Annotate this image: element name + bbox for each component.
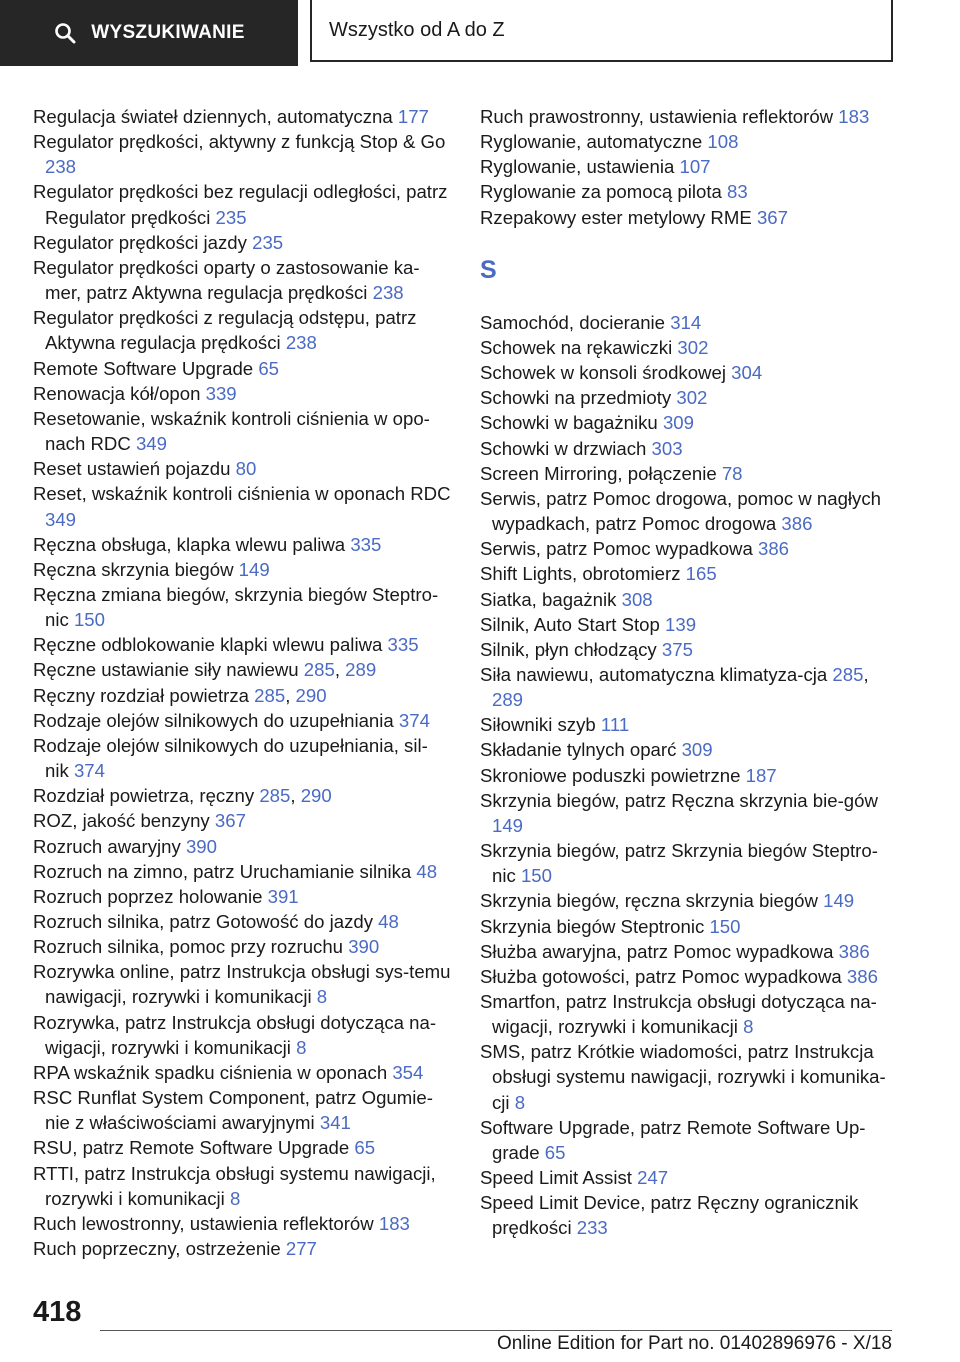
index-entry-term: Składanie tylnych oparć [480, 739, 677, 761]
page-reference-link[interactable]: 111 [600, 714, 630, 736]
page-reference-link[interactable]: 308 [621, 588, 653, 610]
index-entry-term: Służba awaryjna, patrz Pomoc wypadkowa [480, 940, 834, 962]
index-entry-term: Serwis, patrz Pomoc drogowa, pomoc w nagłych wypadkach, patrz Pomoc drogowa [480, 487, 881, 535]
index-entry [480, 1115, 900, 1165]
page-reference-link[interactable]: 335 [350, 533, 382, 555]
index-entry-term: Ręczne ustawianie siły nawiewu [33, 659, 299, 681]
page-reference-link[interactable]: 285 [259, 785, 291, 807]
page-reference-link[interactable]: 390 [348, 936, 380, 958]
index-entry-term: Rozdział powietrza, ręczny [33, 785, 255, 807]
index-entry-term: Remote Software Upgrade [33, 357, 254, 379]
page-reference-link[interactable]: 386 [838, 940, 870, 962]
index-entry-term: Ręczna skrzynia biegów [33, 558, 234, 580]
index-entry-term: Speed Limit Device, patrz Ręczny ogranicznik prędkości [480, 1192, 859, 1239]
page-reference-link[interactable]: 8 [743, 1016, 754, 1038]
index-entry [33, 1211, 451, 1236]
page-reference-link[interactable]: 8 [296, 1036, 307, 1058]
index-entry: Ręczne ustawianie siły nawiewu 285, 289 [33, 659, 377, 681]
index-entry-term: Software Upgrade, patrz Remote Software Up-grade [480, 1116, 866, 1163]
page-reference-link[interactable]: 367 [214, 810, 246, 832]
page-reference-link[interactable]: 289 [345, 659, 377, 681]
index-entry [33, 179, 451, 229]
page-reference-link[interactable]: 149 [823, 890, 855, 912]
index-entry [33, 381, 451, 406]
index-entry [33, 104, 451, 129]
index-entry-term: Ręczne odblokowanie klapki wlewu paliwa [33, 634, 383, 656]
index-entry: Rozdział powietrza, ręczny 285, 290 [33, 785, 332, 807]
page-reference-link[interactable]: 150 [709, 915, 741, 937]
index-entry: Siła nawiewu, automatyczna klimatyza-cja 285, 289 [480, 663, 869, 711]
index-entry-term: Regulacja świateł dziennych, automatyczna [33, 106, 393, 127]
index-entry: Ręczny rozdział powietrza 285, 290 [33, 684, 327, 706]
index-entry [480, 205, 900, 230]
index-entry [33, 1236, 451, 1261]
index-entry [33, 230, 451, 255]
index-entry [480, 129, 900, 154]
page-reference-link[interactable]: 8 [514, 1091, 526, 1113]
index-entry-term: Reset ustawień pojazdu [33, 458, 231, 480]
index-entry [480, 154, 900, 179]
index-entry [33, 1010, 451, 1060]
index-entry-term: ROZ, jakość benzyny [33, 810, 210, 832]
index-entry-term: Ryglowanie za pomocą pilota [480, 181, 722, 203]
page-reference-link[interactable]: 303 [651, 437, 683, 459]
index-entry [33, 909, 451, 934]
page-reference-link[interactable]: 233 [576, 1217, 608, 1239]
edition-footer: Online Edition for Part no. 01402896976 - X/18 [496, 1333, 892, 1354]
index-entry [33, 1161, 451, 1211]
index-entry [480, 410, 900, 435]
index-column-left [33, 104, 451, 1261]
page-reference-link[interactable]: 302 [677, 336, 709, 358]
index-entry-term: Speed Limit Assist [480, 1167, 632, 1189]
page-reference-link[interactable]: 83 [727, 181, 748, 203]
index-entry [33, 356, 451, 381]
index-entry-term: Ryglowanie, automatyczne [480, 131, 703, 153]
index-entry-term: Ręczna zmiana biegów, skrzynia biegów Steptro-nic [33, 583, 439, 631]
top-navigation-bar [0, 0, 960, 66]
index-entry-term: Ryglowanie, ustawienia [480, 156, 675, 178]
page-reference-link[interactable]: 238 [45, 156, 77, 178]
index-entry [33, 733, 451, 783]
index-entry [480, 536, 900, 561]
index-entry-term: Regulator prędkości oparty o zastosowanie ka-mer, patrz Aktywna regulacja prędkości [33, 256, 420, 304]
search-icon [53, 21, 77, 45]
page-reference-link[interactable]: 339 [205, 382, 237, 404]
index-entry-term: Regulator prędkości, aktywny z funkcją Stop & Go [33, 131, 446, 153]
index-entry [33, 632, 451, 657]
index-entry [480, 587, 900, 612]
page-reference-link[interactable]: 290 [295, 684, 327, 706]
index-entry [480, 737, 900, 762]
page-reference-link[interactable]: 238 [285, 332, 317, 354]
index-entry [480, 637, 900, 662]
page-reference-link[interactable]: 290 [300, 785, 332, 807]
page-reference-link[interactable]: 48 [378, 911, 399, 932]
page-reference-link[interactable]: 341 [319, 1112, 351, 1134]
page-reference-link[interactable]: 289 [492, 689, 524, 711]
page-reference-link[interactable]: 107 [679, 156, 711, 178]
index-entry-term: Regulator prędkości z regulacją odstępu, patrz Aktywna regulacja prędkości [33, 307, 417, 354]
index-entry-term: Rzepakowy ester metylowy RME [480, 206, 752, 228]
index-entry [480, 612, 900, 637]
index-entry [480, 360, 900, 385]
index-entry-term: Ruch poprzeczny, ostrzeżenie [33, 1238, 281, 1260]
index-entry [33, 532, 451, 557]
page-reference-link[interactable]: 304 [731, 362, 763, 384]
index-entry-term: Shift Lights, obrotomierz [480, 563, 681, 585]
page-reference-link[interactable]: 183 [378, 1212, 410, 1234]
page-reference-link[interactable]: 187 [745, 764, 777, 786]
page-number: 418 [33, 1296, 82, 1328]
index-entry [480, 964, 900, 989]
page-reference-link[interactable]: 386 [758, 538, 790, 560]
index-entry-term: Samochód, docieranie [480, 311, 666, 333]
page-reference-link[interactable]: 390 [185, 835, 217, 857]
index-column-right [480, 104, 900, 1241]
index-entry [33, 1060, 451, 1085]
page-reference-link[interactable]: 374 [73, 760, 105, 782]
page-reference-link[interactable]: 108 [707, 131, 739, 153]
footer-divider [100, 1330, 892, 1331]
page-reference-link[interactable]: 354 [392, 1061, 424, 1083]
page-reference-link[interactable]: 277 [285, 1238, 317, 1260]
index-entry [480, 838, 900, 888]
index-entry-term: Regulator prędkości jazdy [33, 231, 247, 253]
page-reference-link[interactable]: 8 [316, 986, 328, 1008]
index-entry [480, 788, 900, 838]
index-entry [33, 1085, 451, 1135]
page-reference-link[interactable]: 285 [303, 659, 335, 681]
page-reference-link[interactable]: 149 [492, 814, 524, 836]
index-entry [480, 310, 900, 335]
index-entry [480, 335, 900, 360]
index-entry-term: Rozruch awaryjny [33, 835, 181, 857]
index-entry [33, 481, 451, 531]
index-entry-term: Screen Mirroring, połączenie [480, 462, 717, 484]
index-entry [480, 939, 900, 964]
page-reference-link[interactable]: 349 [135, 433, 167, 455]
index-entry [33, 834, 451, 859]
page-reference-link[interactable]: 386 [846, 965, 878, 987]
index-entry [33, 129, 451, 179]
index-entry [480, 486, 900, 536]
index-entry-term: Rozruch poprzez holowanie [33, 885, 263, 907]
index-entry [480, 1190, 900, 1240]
index-entry-term: Reset, wskaźnik kontroli ciśnienia w oponach RDC [33, 483, 451, 505]
index-entry [480, 436, 900, 461]
index-entry-term: RPA wskaźnik spadku ciśnienia w oponach [33, 1061, 388, 1083]
page-reference-link[interactable]: 349 [45, 508, 77, 530]
index-entry [33, 884, 451, 909]
index-entry [33, 808, 451, 833]
page-reference-link[interactable]: 139 [665, 613, 697, 635]
page-reference-link[interactable]: 285 [254, 684, 286, 706]
index-entry-term: RSU, patrz Remote Software Upgrade [33, 1137, 350, 1159]
page-reference-link[interactable]: 302 [676, 387, 708, 409]
index-entry-term: Schowki w bagażniku [480, 412, 658, 434]
index-entry-term: Rodzaje olejów silnikowych do uzupełniania [33, 709, 394, 731]
index-entry-term: Renowacja kół/opon [33, 382, 201, 404]
index-entry [480, 1165, 900, 1190]
index-entry-term: Skrzynia biegów, ręczna skrzynia biegów [480, 890, 818, 912]
index-entry-term: Resetowanie, wskaźnik kontroli ciśnienia w opo-nach RDC [33, 407, 430, 455]
page-reference-link[interactable]: 375 [661, 638, 693, 660]
index-entry-term: Służba gotowości, patrz Pomoc wypadkowa [480, 965, 842, 987]
index-entry [480, 561, 900, 586]
index-entry-term: Schowki w drzwiach [480, 437, 647, 459]
page-reference-link[interactable]: 374 [398, 709, 430, 731]
index-entry-term: Smartfon, patrz Instrukcja obsługi dotycząca na-wigacji, rozrywki i komunikacji [480, 991, 877, 1038]
index-entry-term: Ręczny rozdział powietrza [33, 684, 249, 706]
page-reference-link[interactable]: 309 [681, 739, 713, 761]
page-reference-link[interactable]: 65 [354, 1137, 376, 1159]
index-entry-term: Ręczna obsługa, klapka wlewu paliwa [33, 533, 346, 555]
index-entry [33, 934, 451, 959]
index-entry-term: Skrzynia biegów Steptronic [480, 915, 705, 937]
index-entry [480, 461, 900, 486]
index-entry-term: Rozrywka online, patrz Instrukcja obsługi sys-temu nawigacji, rozrywki i komunikacji [33, 961, 451, 1008]
index-entry [480, 763, 900, 788]
page-reference-link[interactable]: 150 [520, 865, 552, 887]
index-entry [33, 406, 451, 456]
page-reference-link[interactable]: 235 [215, 206, 247, 228]
topic-tab-label: Wszystko od A do Z [329, 18, 505, 41]
page-reference-link[interactable]: 235 [252, 231, 284, 253]
index-entry [480, 385, 900, 410]
search-button[interactable] [0, 0, 298, 66]
index-entry [33, 1135, 451, 1160]
index-entry [480, 1039, 900, 1114]
index-entry-term: Rozruch na zimno, patrz Uruchamianie silnika [33, 860, 412, 882]
index-entry-term: Silnik, Auto Start Stop [480, 613, 660, 635]
page-reference-link[interactable]: 247 [637, 1167, 669, 1189]
search-button-label: WYSZUKIWANIE [91, 22, 245, 43]
page-reference-link[interactable]: 80 [235, 458, 257, 480]
index-entry [33, 582, 451, 632]
index-entry-term: Rozruch silnika, patrz Gotowość do jazdy [33, 911, 373, 932]
index-entry-term: Skrzynia biegów, patrz Ręczna skrzynia bie-gów [480, 789, 878, 811]
index-entry [480, 914, 900, 939]
index-entry-term: Skroniowe poduszki powietrzne [480, 764, 741, 786]
index-entry-term: Siatka, bagażnik [480, 588, 617, 610]
index-entry [480, 712, 900, 737]
index-entry [33, 959, 451, 1009]
index-entry [33, 708, 451, 733]
page-reference-link[interactable]: 150 [73, 609, 105, 631]
index-entry-term: Skrzynia biegów, patrz Skrzynia biegów Steptro-nic [480, 840, 878, 887]
index-entry [480, 989, 900, 1039]
index-entry-term: Regulator prędkości bez regulacji odległości, patrz Regulator prędkości [33, 181, 448, 228]
index-entry-term: Siłowniki szyb [480, 714, 596, 736]
page-reference-link[interactable]: 309 [662, 412, 694, 434]
index-group-r [480, 104, 900, 230]
index-entry-term: Rozrywka, patrz Instrukcja obsługi dotycząca na-wigacji, rozrywki i komunikacji [33, 1011, 437, 1058]
page-reference-link[interactable]: 65 [544, 1141, 566, 1163]
page-reference-link[interactable]: 149 [238, 558, 270, 580]
page-reference-link[interactable]: 165 [685, 563, 717, 585]
section-letter-heading: S [480, 255, 497, 284]
index-group-s [480, 310, 900, 1241]
page-reference-link[interactable]: 335 [387, 634, 419, 656]
index-entry-term: RSC Runflat System Component, patrz Ogumie-nie z właściwościami awaryjnymi [33, 1087, 433, 1134]
index-entry-term: Rodzaje olejów silnikowych do uzupełniania, sil-nik [33, 734, 428, 782]
index-entry [33, 255, 451, 305]
page-reference-link[interactable]: 8 [229, 1187, 241, 1209]
index-entry [33, 557, 451, 582]
topic-tab[interactable] [310, 0, 893, 62]
index-entry [33, 859, 451, 884]
page-reference-link[interactable]: 314 [670, 311, 702, 333]
page-reference-link[interactable]: 48 [416, 860, 438, 882]
index-entry-term: RTTI, patrz Instrukcja obsługi systemu nawigacji, rozrywki i komunikacji [33, 1162, 436, 1209]
page-reference-link[interactable]: 78 [721, 462, 743, 484]
index-entry [480, 179, 900, 204]
index-entry [33, 456, 451, 481]
index-entry-term: Schowek na rękawiczki [480, 336, 673, 358]
index-entry [33, 305, 451, 355]
index-entry-term: Schowek w konsoli środkowej [480, 362, 726, 384]
index-entry-term: Siła nawiewu, automatyczna klimatyza-cja [480, 663, 828, 685]
page-reference-link[interactable]: 386 [781, 513, 813, 535]
page-reference-link[interactable]: 65 [258, 357, 279, 379]
page-reference-link[interactable]: 183 [838, 106, 870, 127]
index-entry-term: Ruch prawostronny, ustawienia reflektorów [480, 106, 834, 127]
page-reference-link[interactable]: 238 [372, 282, 404, 304]
index-entry-term: Serwis, patrz Pomoc wypadkowa [480, 538, 753, 560]
index-entry-term: SMS, patrz Krótkie wiadomości, patrz Instrukcja obsługi systemu nawigacji, rozrywki i komunika-cji [480, 1041, 886, 1113]
page-reference-link[interactable]: 177 [397, 106, 429, 127]
index-entry-term: Silnik, płyn chłodzący [480, 638, 657, 660]
page-reference-link[interactable]: 367 [756, 206, 788, 228]
index-entry-term: Schowki na przedmioty [480, 387, 672, 409]
index-entry-term: Rozruch silnika, pomoc przy rozruchu [33, 936, 344, 958]
index-entry-term: Ruch lewostronny, ustawienia reflektorów [33, 1212, 374, 1234]
index-entry [480, 104, 900, 129]
index-entry [480, 888, 900, 913]
page-reference-link[interactable]: 391 [267, 885, 299, 907]
page-reference-link[interactable]: 285 [832, 663, 864, 685]
